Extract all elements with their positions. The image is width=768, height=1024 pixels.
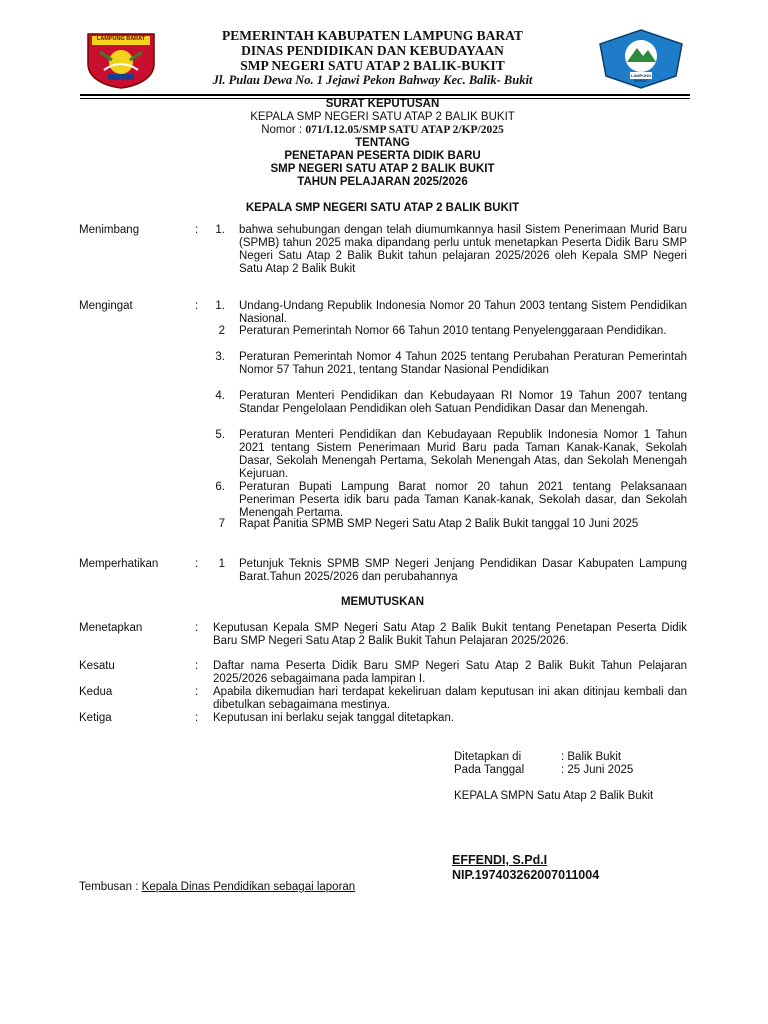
memperhatikan-item-num: 1 [218, 558, 225, 570]
mengingat-item-text: Rapat Panitia SPMB SMP Negeri Satu Atap 2 Balik Bukit tanggal 10 Juni 2025 [239, 518, 639, 530]
letterhead-address: Jl. Pulau Dewa No. 1 Jejawi Pekon Bahway Kec. Balik- Bukit [212, 73, 533, 87]
mengingat-item-text: Peraturan Menteri Pendidikan dan Kebudayaan Republik Indonesia Nomor 1 Tahun 2021 tentang Sistem Penerimaan Murid Baru pada Taman Kanak-Kanak, Sekolah Dasar, Sekolah Menengah Pertama, Sekolah Menengah Atas, dan Sekolah Menengah Kejuruan. [239, 429, 687, 480]
doc-number-label: Nomor : [261, 124, 303, 136]
tembusan-label: Tembusan : [79, 881, 139, 893]
decision-text: Keputusan Kepala SMP Negeri Satu Atap 2 Balik Bukit tentang Penetapan Peserta Didik Baru SMP Negeri Satu Atap 2 Balik Bukit Tahun Pelajaran 2025/2026. [213, 622, 687, 647]
memperhatikan-label: Memperhatikan [79, 558, 159, 570]
mengingat-item-num: 6. [215, 481, 225, 493]
letterhead-department: DINAS PENDIDIKAN DAN KEBUDAYAAN [241, 43, 504, 58]
letterhead-government: PEMERINTAH KABUPATEN LAMPUNG BARAT [222, 28, 523, 43]
menimbang-item-num: 1. [215, 224, 225, 236]
tembusan [79, 881, 355, 894]
decision-text: Keputusan ini berlaku sejak tanggal ditetapkan. [213, 712, 455, 724]
mengingat-item-text: Peraturan Pemerintah Nomor 4 Tahun 2025 tentang Perubahan Peraturan Pemerintah Nomor 57 Tahun 2021, tentang Standar Nasional Pendidikan [239, 351, 687, 376]
signer-name: EFFENDI, S.Pd.I [452, 853, 548, 867]
mengingat-item-text: Peraturan Bupati Lampung Barat nomor 20 tahun 2021 tentang Pelaksanaan Peneriman Peserta idik baru pada Taman Kanak-kanak, Sekolah dasar, dan Sekolah Menengah Pertama. [239, 481, 687, 519]
left-logo-text: LAMPUNG BARAT [96, 36, 146, 42]
letterhead-school: SMP NEGERI SATU ATAP 2 BALIK-BUKIT [240, 58, 505, 73]
right-logo-text: LAMPUNG BARAT [630, 73, 652, 83]
decision-label: Menetapkan [79, 622, 143, 634]
memperhatikan-item-text: Petunjuk Teknis SPMB SMP Negeri Jenjang Pendidikan Dasar Kabupaten Lampung Barat.Tahun 2025/2026 dan perubahannya [239, 558, 687, 583]
mengingat-item-num: 1. [215, 300, 225, 312]
sign-date-label: Pada Tanggal [454, 764, 525, 776]
mengingat-item-text: Peraturan Menteri Pendidikan dan Kebudayaan RI Nomor 19 Tahun 2007 tentang Standar Pengelolaan Pendidikan oleh Satuan Pendidikan Dasar dan Menengah. [239, 390, 687, 415]
doc-subject-3: TAHUN PELAJARAN 2025/2026 [297, 176, 468, 188]
decision-colon: : [195, 686, 199, 698]
decision-label: Kedua [79, 686, 113, 698]
memperhatikan-colon: : [195, 558, 199, 570]
doc-issuer: KEPALA SMP NEGERI SATU ATAP 2 BALIK BUKIT [250, 111, 515, 123]
doc-number [150, 124, 615, 137]
sign-position: KEPALA SMPN Satu Atap 2 Balik Bukit [454, 790, 654, 802]
menimbang-item-text: bahwa sehubungan dengan telah diumumkannya hasil Sistem Penerimaan Murid Baru (SPMB) tahun 2025 maka dipandang perlu untuk menetapkan Peserta Didik Baru SMP Negeri Satu Atap 2 Balik Bukit tahun pelajaran 2025/2026 oleh Kepala SMP Negeri Satu Atap 2 Balik Bukit [239, 224, 687, 275]
mengingat-colon: : [195, 300, 199, 312]
letterhead-rule-thick [80, 94, 690, 96]
sign-date-value: : 25 Juni 2025 [561, 764, 634, 776]
mengingat-item-num: 7 [218, 518, 225, 530]
signer-nip: NIP.197403262007011004 [452, 868, 600, 882]
decision-text: Daftar nama Peserta Didik Baru SMP Negeri Satu Atap 2 Balik Bukit Tahun Pelajaran 2025/2026 sebagaimana pada lampiran I. [213, 660, 687, 685]
doc-subject-1: PENETAPAN PESERTA DIDIK BARU [284, 150, 481, 162]
mengingat-item-text: Peraturan Pemerintah Nomor 66 Tahun 2010 tentang Penyelenggaraan Pendidikan. [239, 325, 667, 337]
doc-heading: KEPALA SMP NEGERI SATU ATAP 2 BALIK BUKIT [245, 202, 520, 214]
decision-colon: : [195, 712, 199, 724]
mengingat-item-num: 4. [215, 390, 225, 402]
menimbang-label: Menimbang [79, 224, 140, 236]
decision-label: Kesatu [79, 660, 115, 672]
decision-colon: : [195, 622, 199, 634]
mengingat-item-num: 5. [215, 429, 225, 441]
school-emblem-icon [596, 28, 686, 90]
doc-subject-2: SMP NEGERI SATU ATAP 2 BALIK BUKIT [270, 163, 495, 175]
sign-place-value: : Balik Bukit [561, 751, 622, 763]
menimbang-colon: : [195, 224, 199, 236]
doc-type: SURAT KEPUTUSAN [325, 98, 440, 110]
lampung-barat-emblem-icon [82, 30, 160, 90]
decision-label: Ketiga [79, 712, 112, 724]
memutuskan-heading: MEMUTUSKAN [340, 596, 425, 608]
doc-number-value: 071/I.12.05/SMP SATU ATAP 2/KP/2025 [305, 124, 504, 136]
decision-text: Apabila dikemudian hari terdapat kekeliruan dalam keputusan ini akan ditinjau kembali dan dibetulkan sebagaimana mestinya. [213, 686, 687, 711]
mengingat-item-num: 2 [218, 325, 225, 337]
mengingat-item-num: 3. [215, 351, 225, 363]
decision-colon: : [195, 660, 199, 672]
sign-place-label: Ditetapkan di [454, 751, 522, 763]
mengingat-item-text: Undang-Undang Republik Indonesia Nomor 20 Tahun 2003 tentang Sistem Pendidikan Nasional. [239, 300, 687, 325]
mengingat-label: Mengingat [79, 300, 133, 312]
doc-tentang: TENTANG [355, 137, 410, 149]
tembusan-value: Kepala Dinas Pendidikan sebagai laporan [141, 881, 356, 893]
